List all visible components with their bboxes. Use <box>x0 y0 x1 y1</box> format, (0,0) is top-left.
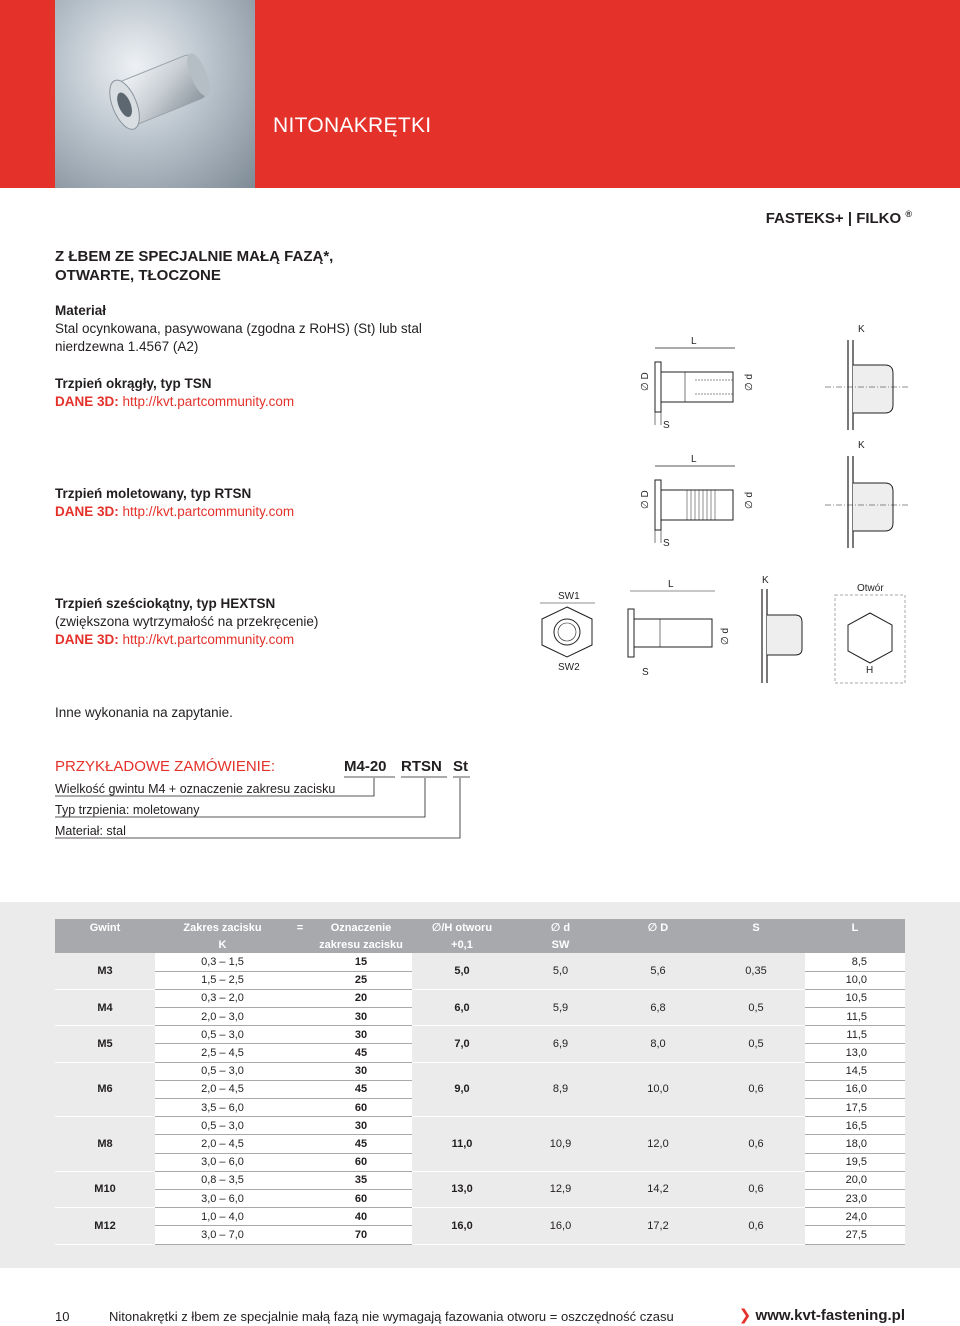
header-S: S <box>707 919 805 936</box>
cell-oznaczenie: 20 <box>310 989 412 1007</box>
cell-zakres: 3,0 – 6,0 <box>155 1153 290 1171</box>
table-row <box>55 1171 905 1189</box>
dim-SW2-label: SW2 <box>558 662 580 673</box>
product-photo <box>55 0 255 188</box>
header-otwor-tol: +0,1 <box>412 936 512 953</box>
cell-oznaczenie: 45 <box>310 1080 412 1098</box>
cell-S: 0,5 <box>707 1026 805 1062</box>
cell-eq <box>290 1208 310 1226</box>
cell-eq <box>290 953 310 971</box>
cell-eq <box>290 1026 310 1044</box>
dim-d-label: ∅ d <box>720 627 731 645</box>
other-versions-note: Inne wykonania na zapytanie. <box>55 705 233 720</box>
dim-H-label: H <box>866 665 874 676</box>
cell-D: 12,0 <box>609 1117 707 1172</box>
drawing-rtsn <box>625 438 910 553</box>
section-title-line1: Z ŁBEM ZE SPECJALNIE MAŁĄ FAZĄ*, <box>55 248 334 265</box>
cell-D: 5,6 <box>609 953 707 989</box>
cell-eq <box>290 1153 310 1171</box>
dim-L-label: L <box>691 336 697 347</box>
header-eq: = <box>290 919 310 936</box>
cell-L: 20,0 <box>805 1171 905 1189</box>
header-SW: SW <box>512 936 609 953</box>
dim-K-label: K <box>858 440 865 451</box>
material-line1: Stal ocynkowana, pasywowana (zgodna z RoHS) (St) lub stal <box>55 321 422 336</box>
cell-zakres: 3,0 – 6,0 <box>155 1189 290 1207</box>
cell-oznaczenie: 30 <box>310 1062 412 1080</box>
cell-zakres: 2,5 – 4,5 <box>155 1044 290 1062</box>
cell-D: 10,0 <box>609 1062 707 1117</box>
website-url[interactable]: www.kvt-fastening.pl <box>755 1307 905 1324</box>
cell-S: 0,35 <box>707 953 805 989</box>
variant-rtsn <box>55 485 515 521</box>
header-oznaczenie-sub: zakresu zacisku <box>310 936 412 953</box>
header-zakres: Zakres zacisku <box>155 919 290 936</box>
cell-gwint: M12 <box>55 1208 155 1244</box>
spec-table-section <box>0 902 960 1268</box>
cell-eq <box>290 1226 310 1244</box>
dim-K-label: K <box>762 575 769 586</box>
cell-eq <box>290 1099 310 1117</box>
link-3d[interactable] <box>55 503 515 521</box>
cell-L: 16,0 <box>805 1080 905 1098</box>
dim-K-label: K <box>858 324 865 335</box>
cell-gwint: M3 <box>55 953 155 989</box>
header-otwor: ∅/H otworu <box>412 919 512 936</box>
header-L: L <box>805 919 905 936</box>
cell-oznaczenie: 60 <box>310 1189 412 1207</box>
cell-otwor: 16,0 <box>412 1208 512 1244</box>
registered-mark: ® <box>905 209 912 219</box>
order-code-type: RTSN <box>401 758 442 775</box>
variant-hextsn <box>55 595 515 649</box>
link-label: DANE 3D: <box>55 394 119 409</box>
variant-title: Trzpień moletowany, typ RTSN <box>55 486 252 501</box>
cell-d: 5,0 <box>512 953 609 989</box>
cell-zakres: 0,5 – 3,0 <box>155 1062 290 1080</box>
cell-oznaczenie: 30 <box>310 1117 412 1135</box>
footer-website[interactable] <box>739 1306 905 1324</box>
chevron-right-icon: ❯ <box>738 1307 752 1324</box>
dim-S-label: S <box>642 667 649 678</box>
cell-L: 23,0 <box>805 1189 905 1207</box>
material-line2: nierdzewna 1.4567 (A2) <box>55 339 199 354</box>
hole-label: Otwór <box>857 583 884 594</box>
page-number: 10 <box>55 1309 70 1324</box>
cell-d: 16,0 <box>512 1208 609 1244</box>
table-body <box>55 953 905 1244</box>
cell-oznaczenie: 15 <box>310 953 412 971</box>
cell-otwor: 7,0 <box>412 1026 512 1062</box>
cell-S: 0,6 <box>707 1171 805 1207</box>
order-example <box>55 756 485 846</box>
cell-L: 19,5 <box>805 1153 905 1171</box>
cell-L: 10,0 <box>805 971 905 989</box>
cell-oznaczenie: 35 <box>310 1171 412 1189</box>
cell-L: 27,5 <box>805 1226 905 1244</box>
cell-eq <box>290 971 310 989</box>
cell-L: 14,5 <box>805 1062 905 1080</box>
dim-d-label: ∅ d <box>744 373 755 391</box>
cell-oznaczenie: 60 <box>310 1099 412 1117</box>
drawing-hextsn <box>530 575 910 687</box>
section-heading <box>55 247 515 285</box>
cell-eq <box>290 1135 310 1153</box>
header-D: ∅ D <box>609 919 707 936</box>
header-oznaczenie: Oznaczenie <box>310 919 412 936</box>
variant-title: Trzpień sześciokątny, typ HEXTSN <box>55 596 276 611</box>
cell-zakres: 3,5 – 6,0 <box>155 1099 290 1117</box>
cell-S: 0,6 <box>707 1062 805 1117</box>
cell-gwint: M4 <box>55 989 155 1025</box>
footer-text: Nitonakrętki z łbem ze specjalnie małą fazą nie wymagają fazowania otworu = oszczędność czasu <box>109 1309 674 1324</box>
cell-zakres: 2,0 – 4,5 <box>155 1135 290 1153</box>
cell-gwint: M5 <box>55 1026 155 1062</box>
cell-zakres: 1,5 – 2,5 <box>155 971 290 989</box>
table-row <box>55 1026 905 1044</box>
order-code-material: St <box>453 758 468 775</box>
cell-oznaczenie: 45 <box>310 1044 412 1062</box>
table-row <box>55 1117 905 1135</box>
cell-L: 8,5 <box>805 953 905 971</box>
cell-d: 12,9 <box>512 1171 609 1207</box>
cell-eq <box>290 1080 310 1098</box>
cell-oznaczenie: 30 <box>310 1008 412 1026</box>
page-title: NITONAKRĘTKI <box>273 114 432 137</box>
header-K: K <box>155 936 290 953</box>
cell-D: 17,2 <box>609 1208 707 1244</box>
cell-oznaczenie: 30 <box>310 1026 412 1044</box>
cell-gwint: M6 <box>55 1062 155 1117</box>
cell-L: 24,0 <box>805 1208 905 1226</box>
dim-L-label: L <box>668 579 674 590</box>
material-block <box>55 302 515 356</box>
cell-oznaczenie: 40 <box>310 1208 412 1226</box>
cell-zakres: 1,0 – 4,0 <box>155 1208 290 1226</box>
drawing-tsn <box>625 320 910 435</box>
cell-otwor: 5,0 <box>412 953 512 989</box>
cell-d: 6,9 <box>512 1026 609 1062</box>
table-row <box>55 989 905 1007</box>
brand-text: FASTEKS+ | FILKO <box>765 210 902 227</box>
cell-L: 10,5 <box>805 989 905 1007</box>
dim-L-label: L <box>691 454 697 465</box>
cell-L: 13,0 <box>805 1044 905 1062</box>
cell-otwor: 13,0 <box>412 1171 512 1207</box>
dim-d-label: ∅ d <box>744 491 755 509</box>
order-line-size: Wielkość gwintu M4 + oznaczenie zakresu zacisku <box>55 782 336 796</box>
cell-L: 11,5 <box>805 1008 905 1026</box>
cell-L: 17,5 <box>805 1099 905 1117</box>
table-row <box>55 1062 905 1080</box>
cell-oznaczenie: 25 <box>310 971 412 989</box>
table-row <box>55 953 905 971</box>
cell-eq <box>290 1117 310 1135</box>
order-line-material: Materiał: stal <box>55 824 126 838</box>
variant-title: Trzpień okrągły, typ TSN <box>55 376 212 391</box>
cell-D: 14,2 <box>609 1171 707 1207</box>
rivet-nut-image <box>55 0 255 188</box>
dim-D-label: ∅ D <box>640 490 651 509</box>
cell-S: 0,5 <box>707 989 805 1025</box>
cell-otwor: 11,0 <box>412 1117 512 1172</box>
cell-d: 10,9 <box>512 1117 609 1172</box>
cell-zakres: 2,0 – 3,0 <box>155 1008 290 1026</box>
variant-subtitle: (zwiększona wytrzymałość na przekręcenie) <box>55 614 319 629</box>
cell-zakres: 3,0 – 7,0 <box>155 1226 290 1244</box>
link-label: DANE 3D: <box>55 632 119 647</box>
spec-table <box>55 919 905 1245</box>
variant-tsn <box>55 375 515 411</box>
cell-S: 0,6 <box>707 1208 805 1244</box>
cell-otwor: 9,0 <box>412 1062 512 1117</box>
cell-eq <box>290 989 310 1007</box>
header-d: ∅ d <box>512 919 609 936</box>
table-header-row2 <box>55 936 905 953</box>
cell-zakres: 0,5 – 3,0 <box>155 1026 290 1044</box>
cell-otwor: 6,0 <box>412 989 512 1025</box>
cell-oznaczenie: 60 <box>310 1153 412 1171</box>
cell-zakres: 0,3 – 2,0 <box>155 989 290 1007</box>
cell-zakres: 0,3 – 1,5 <box>155 953 290 971</box>
table-header-row1 <box>55 919 905 936</box>
cell-L: 18,0 <box>805 1135 905 1153</box>
header-gwint: Gwint <box>55 919 155 936</box>
link-3d[interactable] <box>55 393 515 411</box>
cell-D: 6,8 <box>609 989 707 1025</box>
dim-S-label: S <box>663 420 670 431</box>
cell-eq <box>290 1171 310 1189</box>
cell-L: 11,5 <box>805 1026 905 1044</box>
dim-D-label: ∅ D <box>640 372 651 391</box>
cell-zakres: 2,0 – 4,5 <box>155 1080 290 1098</box>
link-label: DANE 3D: <box>55 504 119 519</box>
cell-eq <box>290 1008 310 1026</box>
cell-S: 0,6 <box>707 1117 805 1172</box>
header-banner <box>0 0 960 188</box>
table-row <box>55 1208 905 1226</box>
cell-d: 8,9 <box>512 1062 609 1117</box>
order-code-size: M4-20 <box>344 758 387 775</box>
cell-oznaczenie: 70 <box>310 1226 412 1244</box>
cell-gwint: M10 <box>55 1171 155 1207</box>
link-url[interactable]: http://kvt.partcommunity.com <box>122 394 295 409</box>
cell-d: 5,9 <box>512 989 609 1025</box>
order-title: PRZYKŁADOWE ZAMÓWIENIE: <box>55 758 276 775</box>
cell-L: 16,5 <box>805 1117 905 1135</box>
cell-zakres: 0,8 – 3,5 <box>155 1171 290 1189</box>
link-3d[interactable] <box>55 631 515 649</box>
section-title-line2: OTWARTE, TŁOCZONE <box>55 267 221 284</box>
dim-S-label: S <box>663 538 670 549</box>
cell-zakres: 0,5 – 3,0 <box>155 1117 290 1135</box>
cell-eq <box>290 1189 310 1207</box>
cell-gwint: M8 <box>55 1117 155 1172</box>
link-url[interactable]: http://kvt.partcommunity.com <box>122 504 295 519</box>
brand-label <box>766 209 912 227</box>
link-url[interactable]: http://kvt.partcommunity.com <box>122 632 295 647</box>
material-heading: Materiał <box>55 303 107 318</box>
cell-eq <box>290 1044 310 1062</box>
dim-SW1-label: SW1 <box>558 591 580 602</box>
cell-oznaczenie: 45 <box>310 1135 412 1153</box>
order-line-type: Typ trzpienia: moletowany <box>55 803 200 817</box>
cell-eq <box>290 1062 310 1080</box>
cell-D: 8,0 <box>609 1026 707 1062</box>
